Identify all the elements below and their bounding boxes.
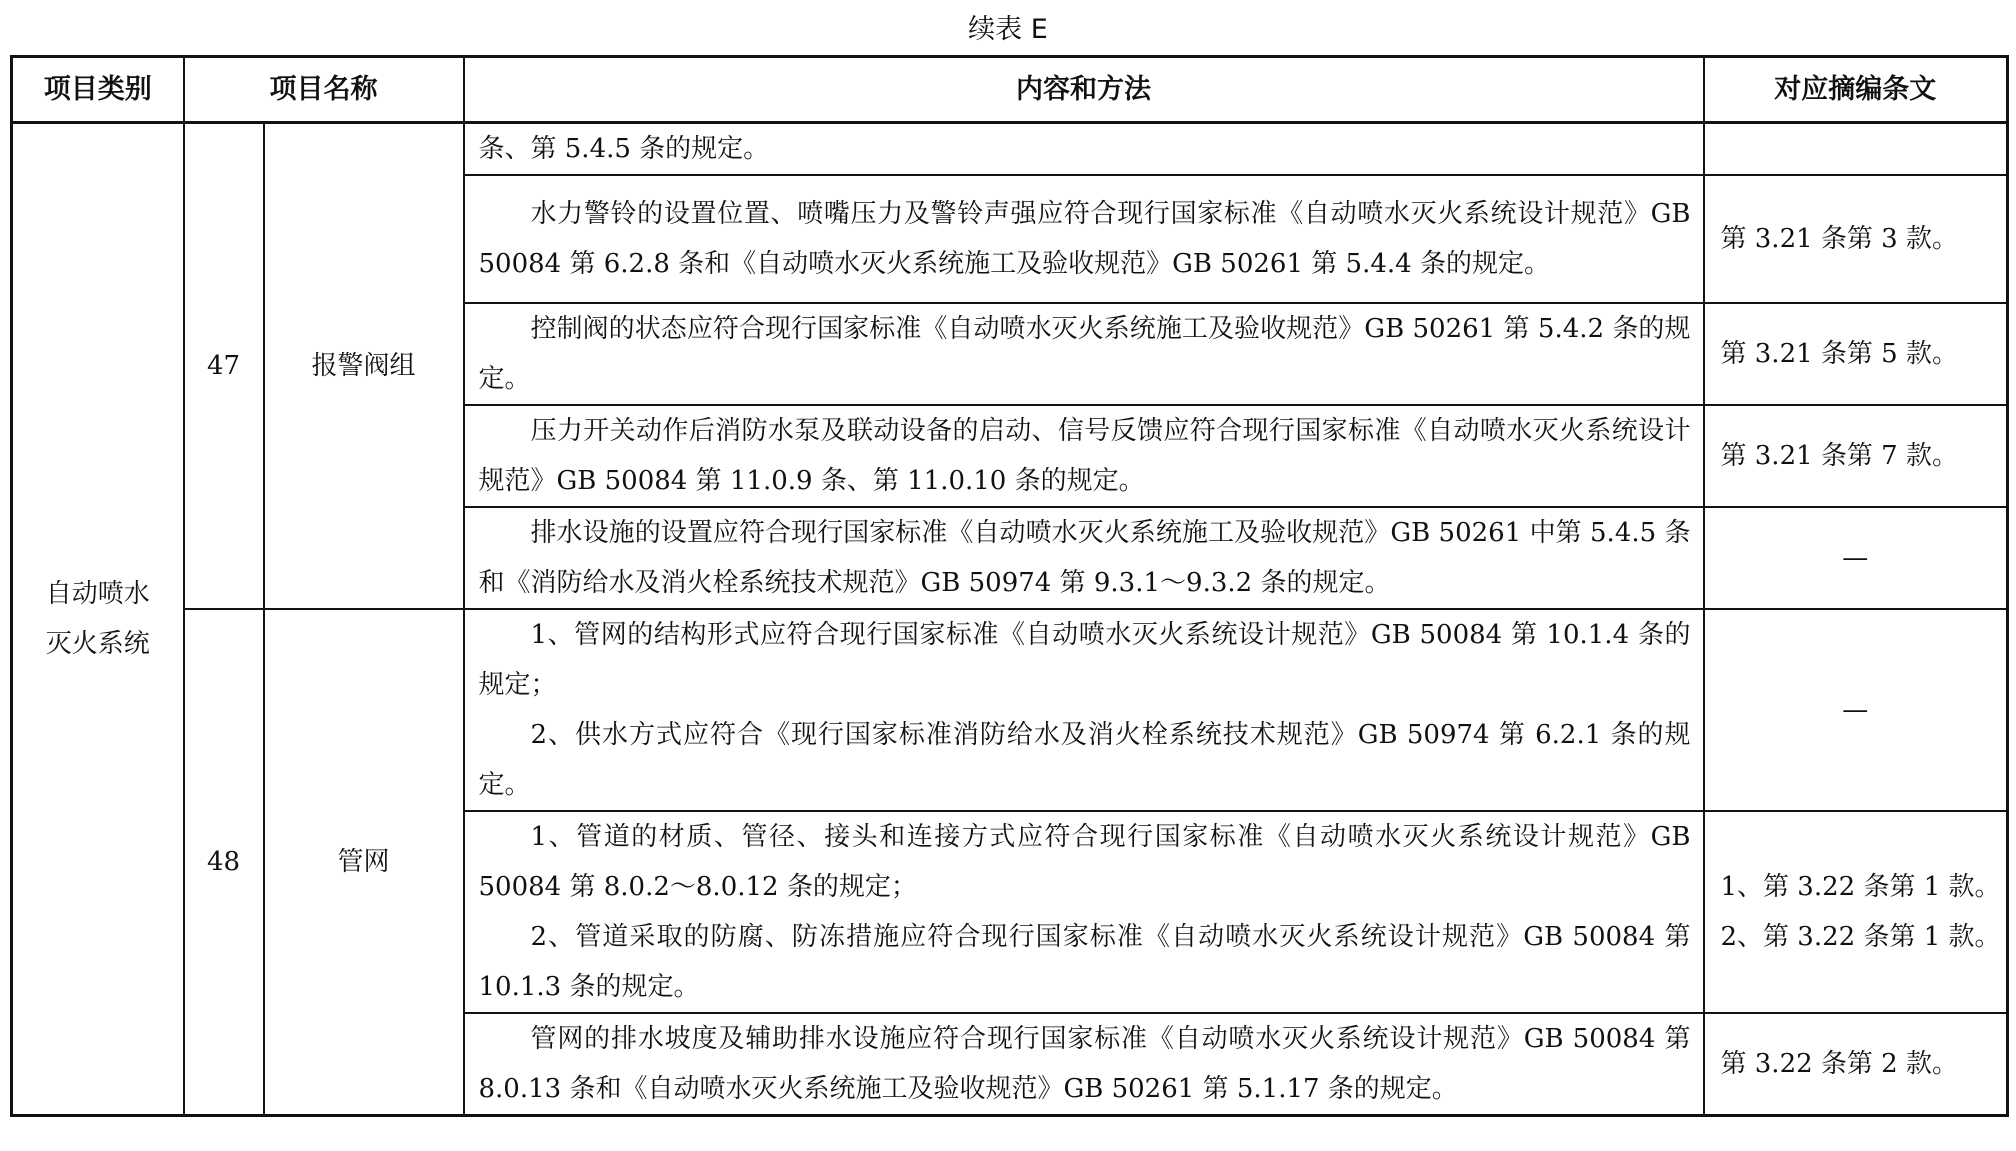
category-line: 灭火系统 <box>45 629 150 659</box>
table-row <box>12 609 2008 811</box>
reference-cell <box>1704 175 2008 303</box>
content-method-cell <box>464 609 1704 811</box>
header-content-method: 内容和方法 <box>464 57 1704 123</box>
item-number: 47 <box>184 123 264 610</box>
item-number: 48 <box>184 609 264 1116</box>
item-name: 报警阀组 <box>264 123 464 610</box>
reference-line: 第 3.21 条第 7 款。 <box>1720 441 1958 471</box>
reference-cell <box>1704 811 2008 1013</box>
reference-line: 1、第 3.22 条第 1 款。 <box>1720 872 2001 902</box>
reference-cell <box>1704 123 2008 176</box>
reference-line: — <box>1842 543 1869 573</box>
content-paragraph: 排水设施的设置应符合现行国家标准《自动喷水灭火系统施工及验收规范》GB 50261 中第 5.4.5 条和《消防给水及消火栓系统技术规范》GB 50974 第 9.3.1～9.3.2 条的规定。 <box>478 518 1691 598</box>
content-paragraph: 控制阀的状态应符合现行国家标准《自动喷水灭火系统施工及验收规范》GB 50261 第 5.4.2 条的规定。 <box>478 314 1691 394</box>
content-paragraph: 管网的排水坡度及辅助排水设施应符合现行国家标准《自动喷水灭火系统设计规范》GB 50084 第 8.0.13 条和《自动喷水灭火系统施工及验收规范》GB 50261 第 5.1.17 条的规定。 <box>478 1024 1691 1104</box>
content-paragraph: 水力警铃的设置位置、喷嘴压力及警铃声强应符合现行国家标准《自动喷水灭火系统设计规范》GB 50084 第 6.2.8 条和《自动喷水灭火系统施工及验收规范》GB 50261 第 5.4.4 条的规定。 <box>478 199 1691 279</box>
content-paragraph: 2、供水方式应符合《现行国家标准消防给水及消火栓系统技术规范》GB 50974 第 6.2.1 条的规定。 <box>478 720 1691 800</box>
content-paragraph: 1、管道的材质、管径、接头和连接方式应符合现行国家标准《自动喷水灭火系统设计规范》GB 50084 第 8.0.2～8.0.12 条的规定； <box>478 822 1691 902</box>
reference-cell <box>1704 303 2008 405</box>
content-method-cell <box>464 303 1704 405</box>
content-method-cell <box>464 175 1704 303</box>
reference-cell <box>1704 405 2008 507</box>
table-caption: 续表 E <box>968 14 1048 45</box>
category-line: 自动喷水 <box>45 579 150 609</box>
reference-line: 第 3.21 条第 5 款。 <box>1720 339 1958 369</box>
inspection-table <box>10 55 2009 1117</box>
reference-cell <box>1704 507 2008 609</box>
reference-line: 第 3.21 条第 3 款。 <box>1720 224 1958 254</box>
reference-cell <box>1704 1013 2008 1116</box>
content-method-cell <box>464 811 1704 1013</box>
reference-cell <box>1704 609 2008 811</box>
content-method-cell <box>464 123 1704 176</box>
header-reference: 对应摘编条文 <box>1704 57 2008 123</box>
category-cell <box>12 123 184 1116</box>
header-category: 项目类别 <box>12 57 184 123</box>
content-paragraph: 条、第 5.4.5 条的规定。 <box>478 134 770 164</box>
content-method-cell <box>464 1013 1704 1116</box>
header-item-name: 项目名称 <box>184 57 464 123</box>
content-paragraph: 2、管道采取的防腐、防冻措施应符合现行国家标准《自动喷水灭火系统设计规范》GB 50084 第 10.1.3 条的规定。 <box>478 922 1691 1002</box>
content-method-cell <box>464 405 1704 507</box>
content-paragraph: 压力开关动作后消防水泵及联动设备的启动、信号反馈应符合现行国家标准《自动喷水灭火系统设计规范》GB 50084 第 11.0.9 条、第 11.0.10 条的规定。 <box>478 416 1691 496</box>
content-method-cell <box>464 507 1704 609</box>
table-row <box>12 123 2008 176</box>
content-paragraph: 1、管网的结构形式应符合现行国家标准《自动喷水灭火系统设计规范》GB 50084 第 10.1.4 条的规定； <box>478 620 1691 700</box>
table-body <box>12 123 2008 1116</box>
reference-line: 2、第 3.22 条第 1 款。 <box>1720 922 2001 952</box>
reference-line: 第 3.22 条第 2 款。 <box>1720 1049 1958 1079</box>
reference-line: — <box>1842 695 1869 725</box>
header-row <box>12 57 2008 123</box>
item-name: 管网 <box>264 609 464 1116</box>
